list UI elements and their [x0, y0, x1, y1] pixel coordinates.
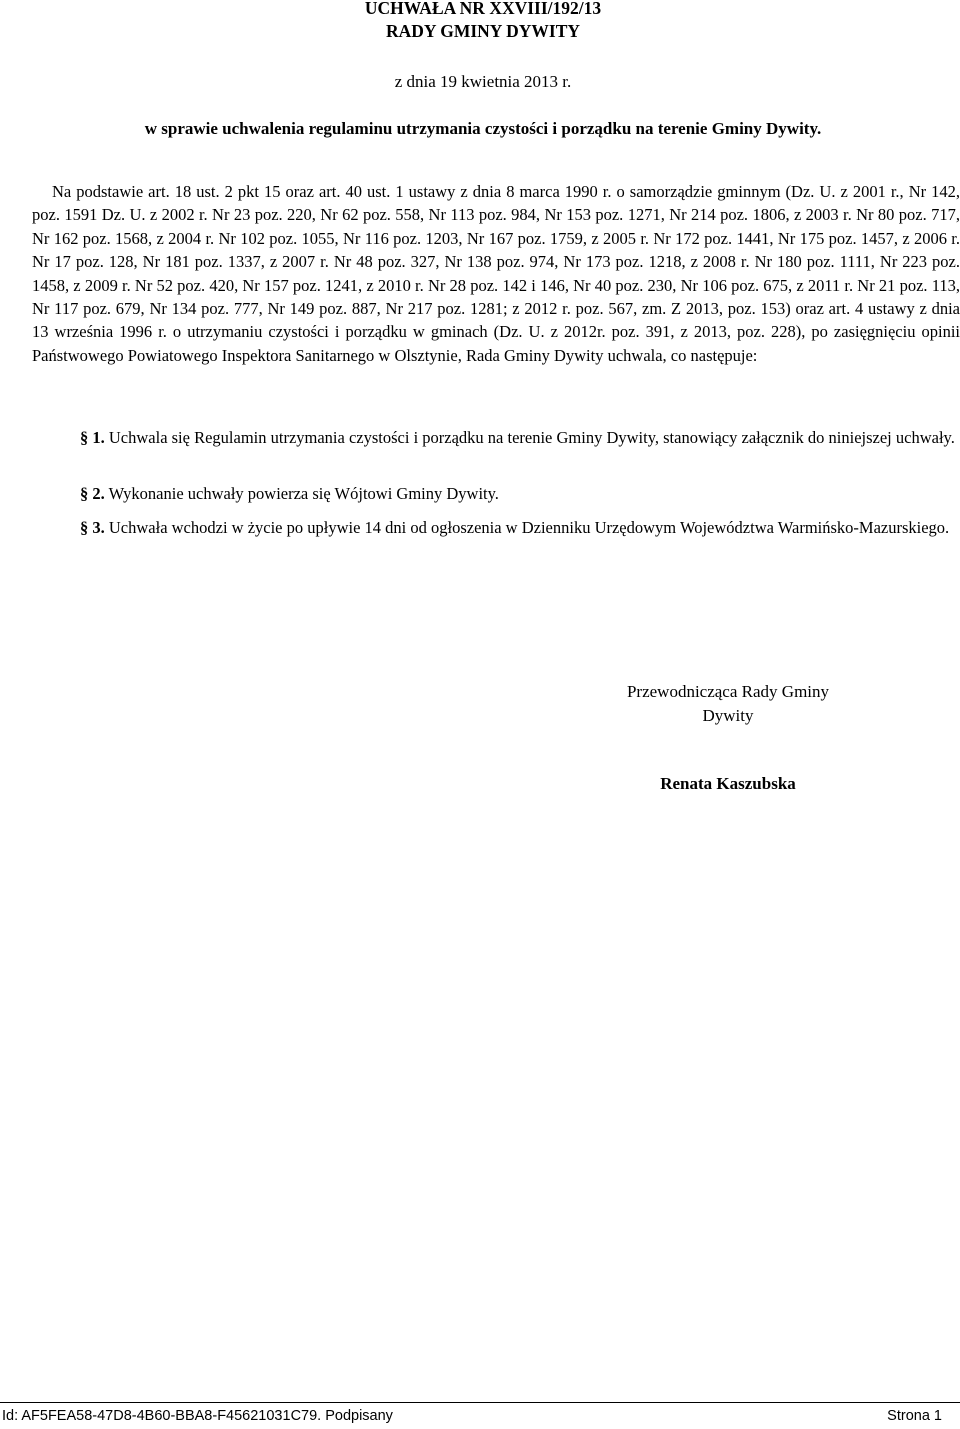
resolution-subject: w sprawie uchwalenia regulaminu utrzymania czystości i porządku na terenie Gminy Dywity.	[144, 119, 822, 138]
section-number: § 3.	[80, 518, 105, 537]
document-id: Id: AF5FEA58-47D8-4B60-BBA8-F45621031C79. Podpisany	[2, 1408, 393, 1424]
signatory-role-line1: Przewodnicząca Rady Gminy	[626, 682, 830, 701]
page-footer	[0, 1402, 960, 1429]
section-text: Wykonanie uchwały powierza się Wójtowi Gminy Dywity.	[104, 484, 499, 503]
resolution-title: UCHWAŁA NR XXVIII/192/13	[364, 0, 602, 18]
section-number: § 2.	[80, 484, 105, 503]
signatory-name: Renata Kaszubska	[660, 774, 796, 793]
signatory-role-line2: Dywity	[702, 706, 754, 725]
council-name: RADY GMINY DYWITY	[385, 21, 581, 41]
section-2	[32, 482, 960, 506]
section-text: Uchwała wchodzi w życie po upływie 14 dni od ogłoszenia w Dzienniku Urzędowym Województwa Warmińsko-Mazurskiego.	[104, 518, 950, 537]
legal-basis-preamble: Na podstawie art. 18 ust. 2 pkt 15 oraz art. 40 ust. 1 ustawy z dnia 8 marca 1990 r. o samorządzie gminnym (Dz. U. z 2001 r., Nr 142, poz. 1591 Dz. U. z 2002 r. Nr 23 poz. 220, Nr 62 poz. 558, Nr 113 poz. 984, Nr 153 poz. 1271, Nr 214 poz. 1806, z 2003 r. Nr 80 poz. 717, Nr 162 poz. 1568, z 2004 r. Nr 102 poz. 1055, Nr 116 poz. 1203, Nr 167 poz. 1759, z 2005 r. Nr 172 poz. 1441, Nr 175 poz. 1457, z 2006 r. Nr 17 poz. 128, Nr 181 poz. 1337, z 2007 r. Nr 48 poz. 327, Nr 138 poz. 974, Nr 173 poz. 1218, z 2008 r. Nr 180 poz. 1111, Nr 223 poz. 1458, z 2009 r. Nr 52 poz. 420, Nr 157 poz. 1241, z 2010 r. Nr 28 poz. 142 i 146, Nr 40 poz. 230, Nr 106 poz. 675, z 2011 r. Nr 21 poz. 113, Nr 117 poz. 679, Nr 134 poz. 777, Nr 149 poz. 887, Nr 217 poz. 1281; z 2012 r. poz. 567, zm. Z 2013, poz. 153) oraz art. 4 ustawy z dnia 13 września 1996 r. o utrzymaniu czystości i porządku w gminach (Dz. U. z 2012r. poz. 391, z 2013, poz. 228), po zasięgnięciu opinii Państwowego Powiatowego Inspektora Sanitarnego w Olsztynie, Rada Gminy Dywity uchwala, co następuje:	[32, 182, 960, 365]
signatory-role	[596, 680, 860, 728]
section-1	[32, 426, 960, 450]
section-3	[32, 516, 960, 540]
page-number: Strona 1	[887, 1408, 942, 1424]
section-number: § 1.	[80, 428, 105, 447]
section-text: Uchwala się Regulamin utrzymania czystości i porządku na terenie Gminy Dywity, stanowiący załącznik do niniejszej uchwały.	[104, 428, 955, 447]
resolution-date: z dnia 19 kwietnia 2013 r.	[394, 72, 572, 91]
